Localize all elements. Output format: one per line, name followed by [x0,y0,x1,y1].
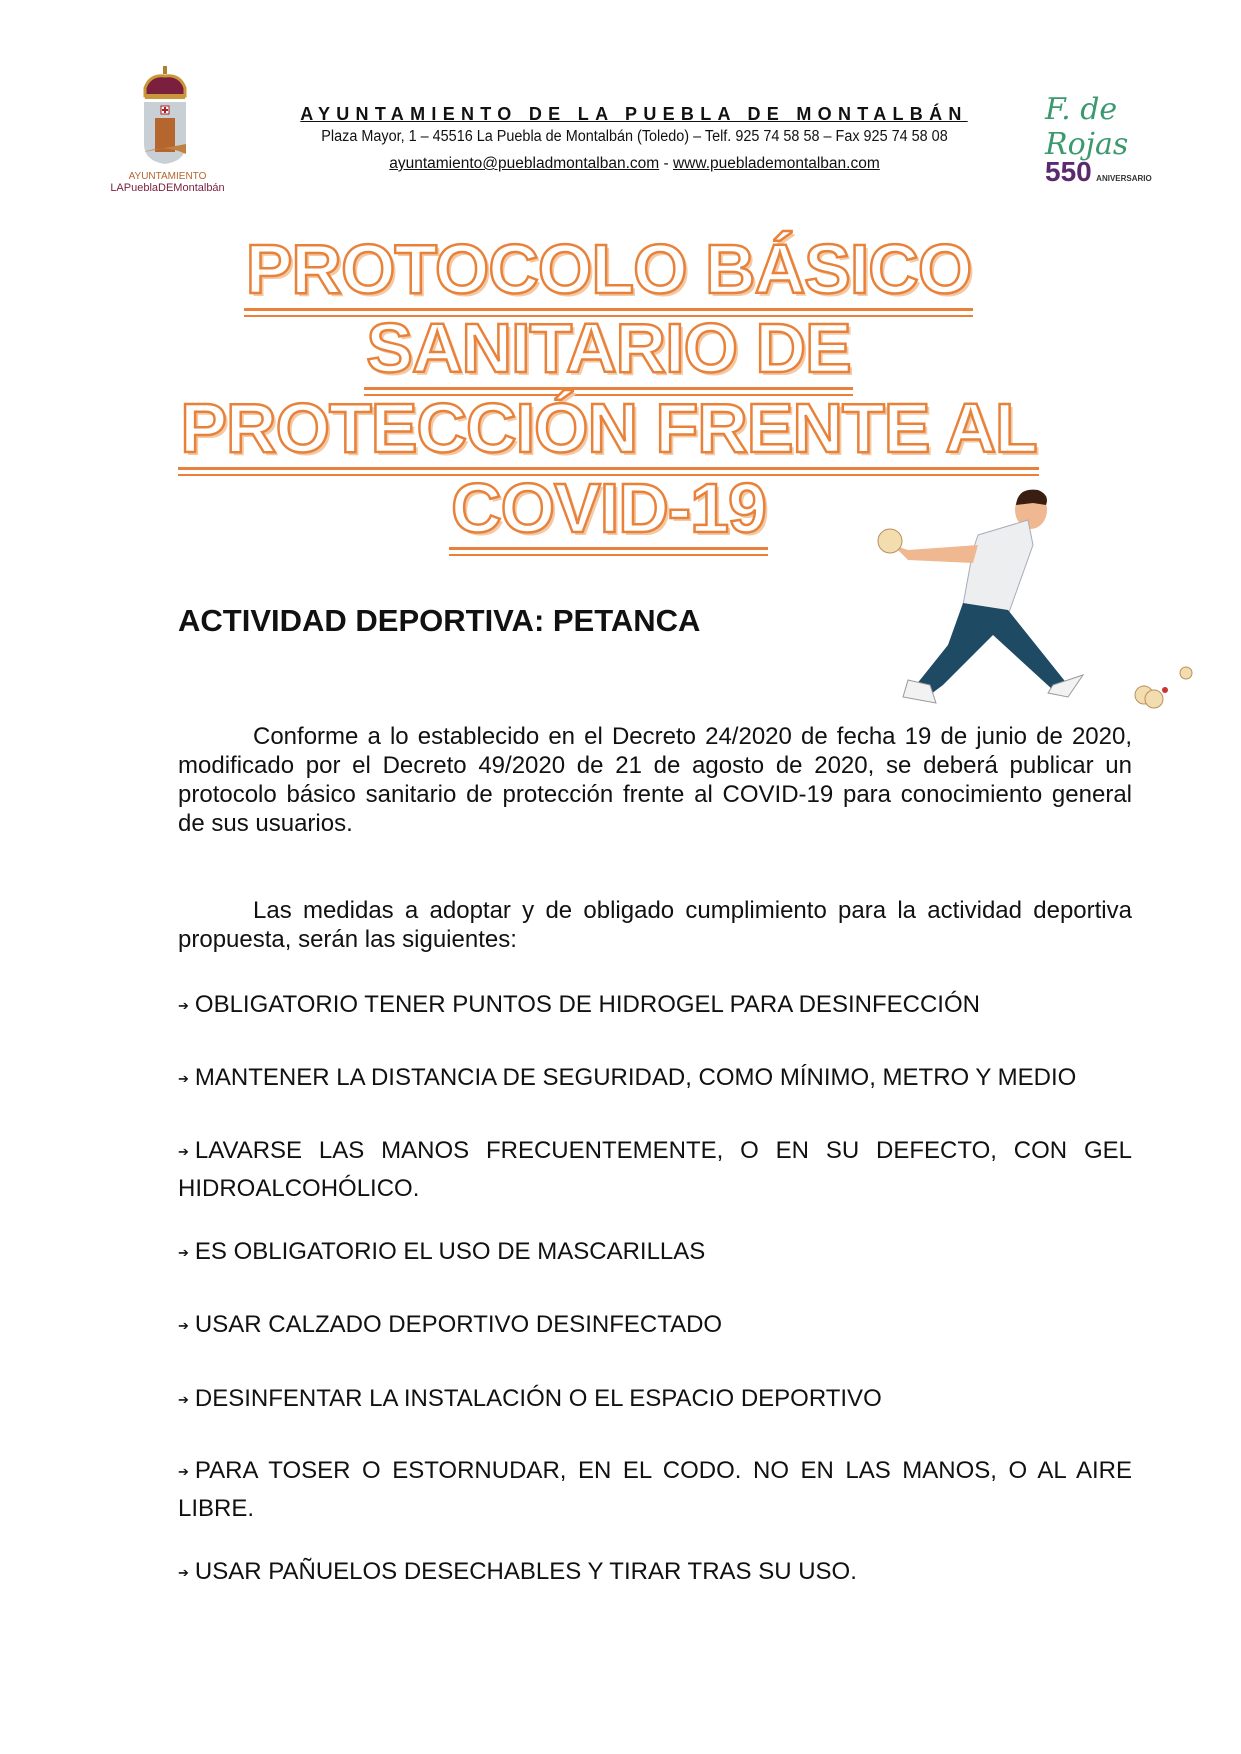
bullet-text: PARA TOSER O ESTORNUDAR, EN EL CODO. NO EN LAS MANOS, O AL AIRE LIBRE. [178,1457,1132,1523]
activity-heading: ACTIVIDAD DEPORTIVA: PETANCA [178,603,701,638]
bullet-item [178,1306,1132,1344]
title-text: COVID-19 [449,469,768,550]
title-text: PROTECCIÓN FRENTE AL [178,389,1038,470]
bullet-item [178,1553,1132,1591]
title-line-2 [0,309,1229,390]
rojas-logo-caption: ANIVERSARIO [1096,174,1152,183]
bullet-text: OBLIGATORIO TENER PUNTOS DE HIDROGEL PARA DESINFECCIÓN [194,991,980,1018]
intro-paragraph [178,722,1132,838]
paragraph-text: Las medidas a adoptar y de obligado cumplimiento para la actividad deportiva propuesta, serán las siguientes: [178,897,1132,953]
town-coat-of-arms-logo [100,66,235,194]
petanca-player-illustration [868,485,1198,715]
website-link[interactable]: www.pueblademontalban.com [672,155,880,172]
title-line-3 [0,389,1229,470]
rojas-anniversary-logo [1045,92,1175,187]
bullet-text: USAR CALZADO DEPORTIVO DESINFECTADO [194,1311,723,1338]
arrow-icon: ➔ [178,1464,189,1480]
rojas-logo-script: F. de Rojas [1045,92,1129,162]
coat-of-arms-icon [100,66,235,166]
bullet-item [178,1059,1132,1097]
bullet-text: LAVARSE LAS MANOS FRECUENTEMENTE, O EN SU DEFECTO, CON GEL HIDROALCOHÓLICO. [178,1137,1132,1203]
email-link[interactable]: ayuntamiento@puebladmontalban.com [389,155,660,172]
arrow-icon: ➔ [178,1071,189,1087]
title-text: PROTOCOLO BÁSICO [244,230,974,311]
bullet-text: ES OBLIGATORIO EL USO DE MASCARILLAS [194,1238,706,1265]
logo-caption-1: AYUNTAMIENTO [128,171,207,182]
paragraph-text: Conforme a lo establecido en el Decreto 24/2020 de fecha 19 de junio de 2020, modificado por el Decreto 49/2020 de 21 de agosto de 2020, se deberá publicar un protocolo básico sanitario de protección frente al COVID-19 para conocimiento general de sus usuarios. [178,723,1132,837]
bullet-item [178,986,1132,1024]
bullet-item [178,1380,1132,1418]
logo-caption-2: LAPueblaDEMontalbán [110,182,225,194]
contact-links [262,155,1007,173]
title-text: SANITARIO DE [364,309,853,390]
arrow-icon: ➔ [178,998,189,1014]
bullet-text: DESINFENTAR LA INSTALACIÓN O EL ESPACIO DEPORTIVO [194,1385,882,1412]
title-line-1 [0,230,1229,311]
organization-address: Plaza Mayor, 1 – 45516 La Puebla de Montalbán (Toledo) – Telf. 925 74 58 58 – Fax 925 74 58 08 [321,128,948,145]
bullet-item [178,1452,1132,1527]
rojas-logo-number: 550 [1045,156,1092,187]
arrow-icon: ➔ [178,1565,189,1581]
bullet-text: USAR PAÑUELOS DESECHABLES Y TIRAR TRAS SU USO. [194,1558,857,1585]
bullet-item [178,1233,1132,1271]
bullet-item [178,1132,1132,1207]
separator: - [663,155,669,172]
arrow-icon: ➔ [178,1144,189,1160]
organization-name: AYUNTAMIENTO DE LA PUEBLA DE MONTALBÁN [300,104,968,124]
arrow-icon: ➔ [178,1318,189,1334]
arrow-icon: ➔ [178,1245,189,1261]
measures-paragraph [178,896,1132,954]
bullet-text: MANTENER LA DISTANCIA DE SEGURIDAD, COMO MÍNIMO, METRO Y MEDIO [194,1064,1077,1091]
arrow-icon: ➔ [178,1392,189,1408]
